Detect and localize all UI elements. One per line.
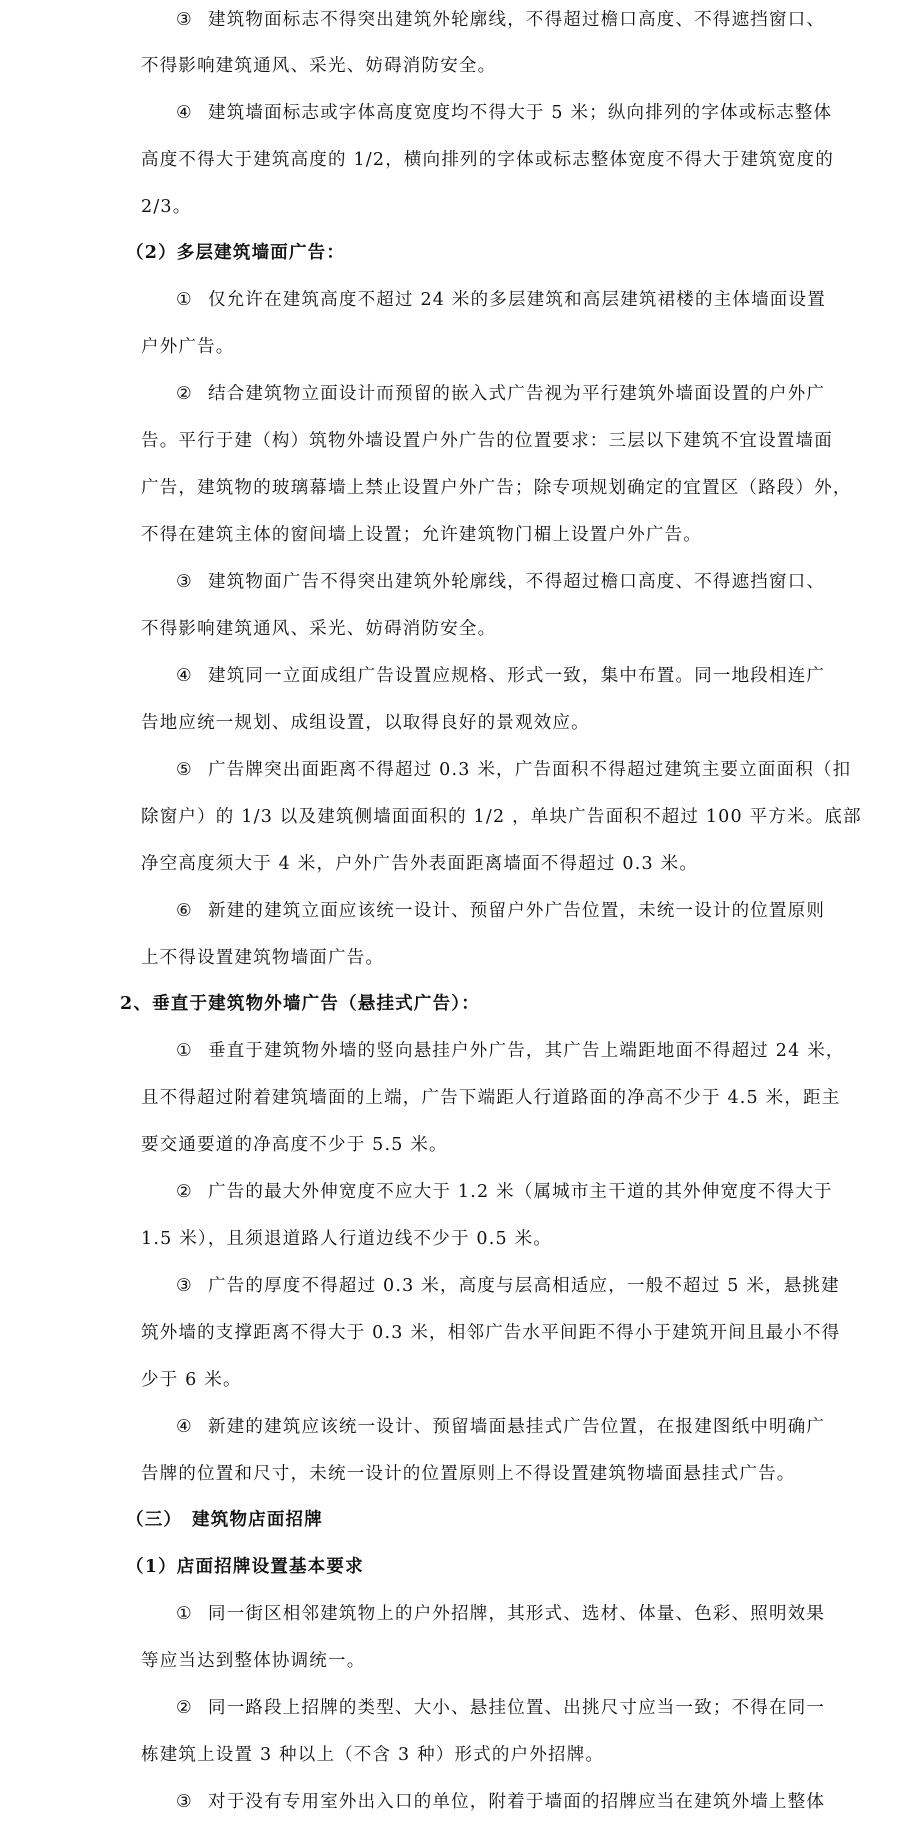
paragraph-line: 筑外墙的支撑距离不得大于 0.3 米，相邻广告水平间距不得小于建筑开间且最小不得 — [141, 1323, 841, 1343]
list-item — [0, 1693, 900, 1723]
list-item — [0, 1271, 900, 1301]
paragraph-text: 同一路段上招牌的类型、大小、悬挂位置、出挑尺寸应当一致；不得在同一 — [208, 1698, 826, 1718]
paragraph-line: 上不得设置建筑物墙面广告。 — [141, 948, 385, 968]
list-marker: ① — [176, 1041, 193, 1061]
paragraph-line: 栋建筑上设置 3 种以上（不含 3 种）形式的户外招牌。 — [141, 1745, 605, 1765]
paragraph-text: 仅允许在建筑高度不超过 24 米的多层建筑和高层建筑裙楼的主体墙面设置 — [208, 290, 826, 310]
paragraph-line: 要交通要道的净高度不少于 5.5 米。 — [141, 1135, 448, 1155]
paragraph-line: 2/3。 — [141, 197, 192, 217]
section-heading: 2、垂直于建筑物外墙广告（悬挂式广告）： — [120, 994, 480, 1014]
list-item — [0, 1412, 900, 1442]
list-marker: ③ — [176, 10, 193, 30]
paragraph-line: 除窗户）的 1/3 以及建筑侧墙面面积的 1/2 ，单块广告面积不超过 100 平方米。底部 — [141, 807, 862, 827]
list-marker: ① — [176, 1604, 193, 1624]
list-item — [0, 755, 900, 785]
list-item — [0, 1036, 900, 1066]
section-heading: （三） 建筑物店面招牌 — [126, 1510, 323, 1530]
paragraph-text: 建筑同一立面成组广告设置应规格、形式一致，集中布置。同一地段相连广 — [208, 666, 826, 686]
list-item — [0, 379, 900, 409]
list-item — [0, 1787, 900, 1817]
paragraph-line: 不得影响建筑通风、采光、妨碍消防安全。 — [141, 619, 497, 639]
paragraph-line: 告。平行于建（构）筑物外墙设置户外广告的位置要求：三层以下建筑不宜设置墙面 — [141, 431, 833, 451]
paragraph-line: 告地应统一规划、成组设置，以取得良好的景观效应。 — [141, 713, 590, 733]
list-item — [0, 567, 900, 597]
paragraph-text: 广告的最大外伸宽度不应大于 1.2 米（属城市主干道的其外伸宽度不得大于 — [208, 1182, 833, 1202]
paragraph-line: 且不得超过附着建筑墙面的上端，广告下端距人行道路面的净高不少于 4.5 米，距主 — [141, 1088, 841, 1108]
list-marker: ④ — [176, 1417, 193, 1437]
list-item — [0, 896, 900, 926]
list-item — [0, 1177, 900, 1207]
list-marker: ③ — [176, 1792, 193, 1812]
section-heading: （2）多层建筑墙面广告： — [126, 243, 346, 263]
paragraph-text: 建筑物面标志不得突出建筑外轮廓线，不得超过檐口高度、不得遮挡窗口、 — [208, 10, 826, 30]
list-marker: ① — [176, 290, 193, 310]
list-marker: ⑤ — [176, 760, 193, 780]
paragraph-text: 同一街区相邻建筑物上的户外招牌，其形式、选材、体量、色彩、照明效果 — [208, 1604, 826, 1624]
section-heading: （1）店面招牌设置基本要求 — [126, 1557, 364, 1577]
list-marker: ③ — [176, 1276, 193, 1296]
list-marker: ④ — [176, 103, 193, 123]
paragraph-line: 等应当达到整体协调统一。 — [141, 1651, 366, 1671]
paragraph-line: 不得在建筑主体的窗间墙上设置；允许建筑物门楣上设置户外广告。 — [141, 525, 702, 545]
list-item — [0, 5, 900, 35]
list-marker: ④ — [176, 666, 193, 686]
paragraph-line: 不得影响建筑通风、采光、妨碍消防安全。 — [141, 56, 497, 76]
paragraph-line: 广告，建筑物的玻璃幕墙上禁止设置户外广告；除专项规划确定的宜置区（路段）外， — [141, 478, 852, 498]
list-item — [0, 1599, 900, 1629]
paragraph-line: 户外广告。 — [141, 337, 235, 357]
paragraph-text: 对于没有专用室外出入口的单位，附着于墙面的招牌应当在建筑外墙上整体 — [208, 1792, 826, 1812]
paragraph-line: 少于 6 米。 — [141, 1370, 242, 1390]
list-marker: ② — [176, 384, 193, 404]
paragraph-line: 净空高度须大于 4 米，户外广告外表面距离墙面不得超过 0.3 米。 — [141, 854, 699, 874]
paragraph-text: 新建的建筑应该统一设计、预留墙面悬挂式广告位置，在报建图纸中明确广 — [208, 1417, 826, 1437]
list-marker: ② — [176, 1182, 193, 1202]
paragraph-line: 高度不得大于建筑高度的 1/2，横向排列的字体或标志整体宽度不得大于建筑宽度的 — [141, 150, 835, 170]
paragraph-text: 建筑墙面标志或字体高度宽度均不得大于 5 米；纵向排列的字体或标志整体 — [208, 103, 833, 123]
list-item — [0, 98, 900, 128]
list-item — [0, 661, 900, 691]
paragraph-text: 广告牌突出面距离不得超过 0.3 米，广告面积不得超过建筑主要立面面积（扣 — [208, 760, 852, 780]
list-item — [0, 285, 900, 315]
paragraph-line: 告牌的位置和尺寸，未统一设计的位置原则上不得设置建筑物墙面悬挂式广告。 — [141, 1464, 796, 1484]
paragraph-text: 建筑物面广告不得突出建筑外轮廓线，不得超过檐口高度、不得遮挡窗口、 — [208, 572, 826, 592]
list-marker: ② — [176, 1698, 193, 1718]
list-marker: ⑥ — [176, 901, 193, 921]
paragraph-line: 1.5 米），且须退道路人行道边线不少于 0.5 米。 — [141, 1229, 552, 1249]
paragraph-text: 垂直于建筑物外墙的竖向悬挂户外广告，其广告上端距地面不得超过 24 米， — [208, 1041, 845, 1061]
list-marker: ③ — [176, 572, 193, 592]
paragraph-text: 新建的建筑立面应该统一设计、预留户外广告位置，未统一设计的位置原则 — [208, 901, 826, 921]
paragraph-text: 广告的厚度不得超过 0.3 米，高度与层高相适应，一般不超过 5 米，悬挑建 — [208, 1276, 840, 1296]
paragraph-text: 结合建筑物立面设计而预留的嵌入式广告视为平行建筑外墙面设置的户外广 — [208, 384, 826, 404]
